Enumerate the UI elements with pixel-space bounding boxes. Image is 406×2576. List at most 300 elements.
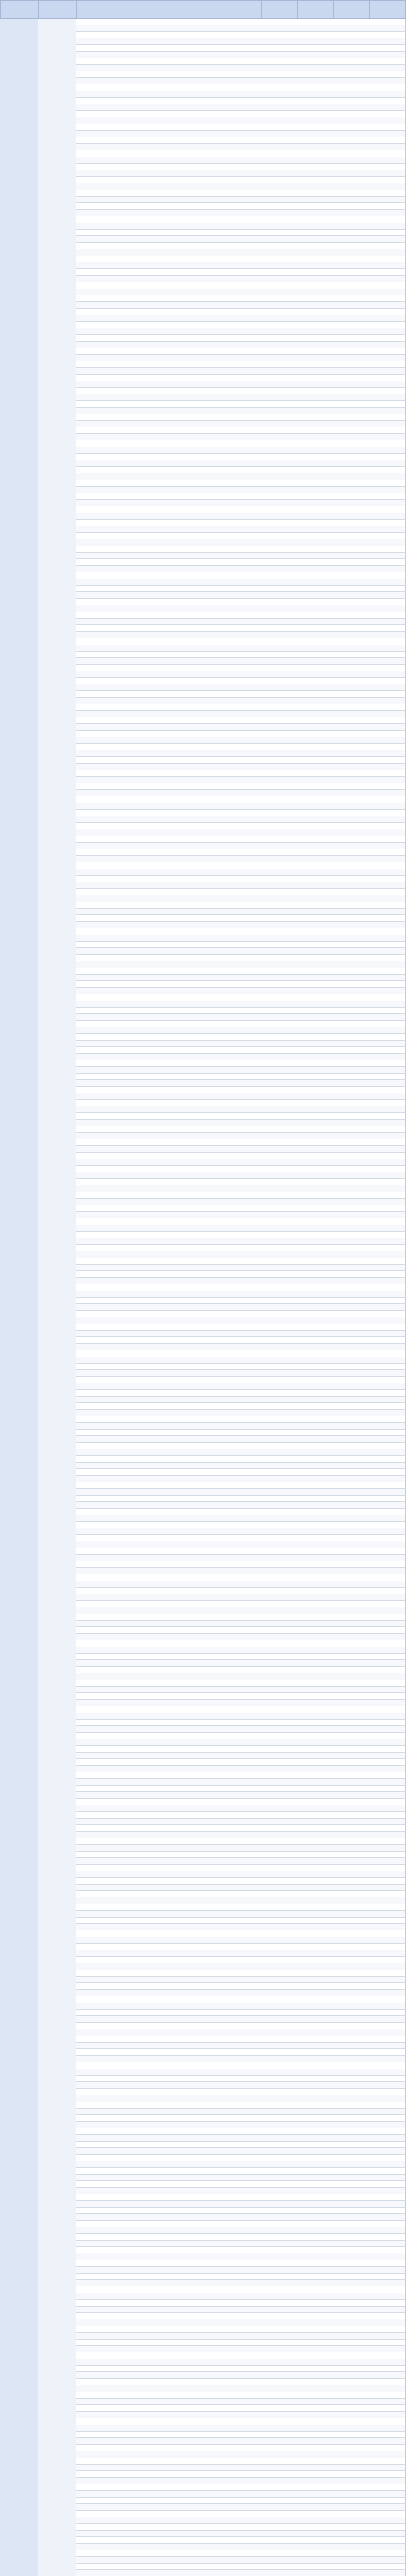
score-cell [369, 566, 406, 572]
major-name-cell [76, 2491, 261, 2498]
major-name-cell [76, 1060, 261, 1067]
score-cell [261, 2003, 297, 2010]
score-cell [261, 790, 297, 796]
score-cell [297, 434, 333, 440]
major-name-cell [76, 1970, 261, 1977]
score-cell [333, 2036, 369, 2043]
major-name-cell [76, 652, 261, 658]
score-cell [369, 322, 406, 329]
score-cell [261, 1344, 297, 1350]
score-cell [297, 1179, 333, 1185]
score-cell [333, 473, 369, 480]
score-cell [333, 671, 369, 678]
score-cell [369, 2234, 406, 2241]
score-cell [297, 1891, 333, 1897]
score-cell [297, 1621, 333, 1628]
major-name-cell [76, 942, 261, 948]
score-cell [369, 1871, 406, 1878]
score-cell [333, 295, 369, 302]
score-cell [369, 1634, 406, 1640]
major-name-cell [76, 78, 261, 84]
score-cell [297, 1647, 333, 1654]
score-cell [369, 632, 406, 638]
score-cell [333, 1192, 369, 1199]
score-cell [369, 1074, 406, 1080]
score-cell [297, 1027, 333, 1034]
score-cell [261, 1944, 297, 1951]
score-cell [297, 942, 333, 948]
major-name-cell [76, 526, 261, 533]
major-name-cell [76, 2286, 261, 2293]
score-cell [297, 994, 333, 1001]
score-cell [297, 1812, 333, 1819]
score-cell [369, 1436, 406, 1443]
score-cell [333, 895, 369, 902]
score-cell [261, 1054, 297, 1060]
score-cell [333, 1238, 369, 1245]
major-name-cell [76, 1918, 261, 1924]
major-name-cell [76, 1074, 261, 1080]
major-name-cell [76, 2122, 261, 2128]
score-cell [297, 2498, 333, 2504]
score-cell [369, 1390, 406, 1397]
score-cell [297, 1245, 333, 1251]
major-name-cell [76, 1080, 261, 1087]
score-cell [297, 1034, 333, 1041]
score-cell [369, 2465, 406, 2471]
score-cell [333, 816, 369, 823]
score-cell [369, 243, 406, 249]
major-name-cell [76, 2537, 261, 2544]
score-cell [261, 1739, 297, 1746]
score-cell [261, 2484, 297, 2491]
score-cell [333, 744, 369, 751]
score-cell [369, 1199, 406, 1206]
score-cell [369, 2181, 406, 2188]
score-cell [369, 2340, 406, 2346]
score-cell [369, 2405, 406, 2412]
score-cell [333, 757, 369, 764]
score-cell [261, 124, 297, 131]
score-cell [297, 1944, 333, 1951]
score-cell [261, 1568, 297, 1574]
score-cell [369, 1673, 406, 1680]
score-cell [297, 1977, 333, 1984]
score-cell [369, 698, 406, 704]
score-cell [333, 968, 369, 975]
major-name-cell [76, 856, 261, 862]
score-cell [333, 368, 369, 375]
score-cell [369, 757, 406, 764]
score-cell [297, 295, 333, 302]
score-cell [261, 2544, 297, 2550]
major-name-cell [76, 2069, 261, 2076]
score-cell [369, 1792, 406, 1799]
score-cell [297, 717, 333, 724]
score-cell [333, 487, 369, 494]
score-cell [261, 711, 297, 718]
score-cell [333, 1832, 369, 1838]
score-cell [261, 586, 297, 592]
major-name-cell [76, 2016, 261, 2023]
score-cell [297, 2214, 333, 2221]
score-cell [297, 190, 333, 197]
major-name-cell [76, 1331, 261, 1337]
score-cell [261, 579, 297, 586]
column-header-0 [0, 0, 38, 19]
subject-category-cell [38, 1166, 76, 1298]
score-cell [261, 361, 297, 368]
score-cell [333, 1700, 369, 1706]
score-cell [297, 1317, 333, 1324]
score-cell [261, 2036, 297, 2043]
score-cell [333, 638, 369, 645]
score-cell [297, 1205, 333, 1212]
score-cell [261, 2359, 297, 2366]
major-name-cell [76, 408, 261, 414]
score-cell [297, 2148, 333, 2155]
score-cell [261, 750, 297, 757]
score-cell [369, 2300, 406, 2307]
score-cell [297, 375, 333, 381]
major-name-cell [76, 882, 261, 889]
score-cell [333, 1871, 369, 1878]
score-cell [369, 744, 406, 751]
score-cell [333, 823, 369, 829]
major-name-cell [76, 599, 261, 605]
score-cell [297, 1924, 333, 1930]
score-cell [297, 796, 333, 803]
score-cell [297, 1772, 333, 1779]
score-cell [333, 1370, 369, 1377]
score-cell [333, 1008, 369, 1014]
score-cell [333, 1733, 369, 1739]
score-cell [333, 1574, 369, 1581]
score-cell [297, 394, 333, 401]
score-cell [333, 2280, 369, 2286]
score-cell [297, 1054, 333, 1060]
major-name-cell [76, 84, 261, 91]
score-cell [261, 1647, 297, 1654]
score-cell [333, 1456, 369, 1463]
major-name-cell [76, 216, 261, 223]
score-cell [333, 2286, 369, 2293]
score-cell [333, 1350, 369, 1357]
score-cell [261, 922, 297, 928]
score-cell [333, 2102, 369, 2109]
score-cell [369, 1574, 406, 1581]
score-cell [261, 619, 297, 625]
score-cell [369, 2326, 406, 2333]
score-cell [369, 1298, 406, 1304]
score-cell [333, 803, 369, 810]
score-cell [297, 2399, 333, 2405]
score-cell [261, 599, 297, 605]
score-cell [297, 2128, 333, 2135]
score-cell [333, 625, 369, 632]
score-cell [369, 2148, 406, 2155]
major-name-cell [76, 2029, 261, 2036]
score-cell [333, 2208, 369, 2214]
score-cell [261, 1469, 297, 1476]
major-name-cell [76, 1344, 261, 1350]
score-cell [297, 2511, 333, 2517]
score-cell [333, 1621, 369, 1628]
score-cell [369, 1350, 406, 1357]
score-cell [297, 1449, 333, 1456]
major-name-cell [76, 236, 261, 243]
score-cell [333, 955, 369, 961]
score-cell [369, 711, 406, 718]
score-cell [297, 1383, 333, 1390]
major-name-cell [76, 2484, 261, 2491]
score-cell [333, 117, 369, 124]
score-cell [369, 1232, 406, 1239]
score-cell [369, 1364, 406, 1370]
score-cell [297, 2425, 333, 2432]
major-name-cell [76, 1555, 261, 1562]
major-name-cell [76, 223, 261, 230]
column-header-5 [333, 0, 369, 19]
subject-category-cell [38, 2418, 76, 2524]
score-cell [261, 1957, 297, 1963]
subject-category-cell [38, 2194, 76, 2313]
score-cell [297, 1337, 333, 1344]
score-cell [333, 1673, 369, 1680]
major-name-cell [76, 698, 261, 704]
score-cell [261, 2385, 297, 2392]
score-cell [369, 1041, 406, 1047]
score-cell [261, 500, 297, 506]
major-name-cell [76, 1159, 261, 1166]
score-cell [333, 2247, 369, 2253]
score-cell [297, 2326, 333, 2333]
score-cell [369, 2458, 406, 2465]
score-cell [333, 447, 369, 454]
score-cell [297, 2432, 333, 2438]
score-cell [333, 1852, 369, 1858]
major-name-cell [76, 2102, 261, 2109]
score-cell [333, 427, 369, 434]
score-cell [369, 1680, 406, 1687]
score-cell [369, 2524, 406, 2531]
major-name-cell [76, 1463, 261, 1469]
major-name-cell [76, 2564, 261, 2570]
score-cell [369, 2128, 406, 2135]
score-cell [369, 1258, 406, 1265]
score-cell [369, 1825, 406, 1832]
major-name-cell [76, 348, 261, 355]
score-cell [261, 408, 297, 414]
major-name-cell [76, 355, 261, 362]
score-cell [369, 1185, 406, 1192]
score-cell [261, 1819, 297, 1825]
score-cell [369, 2227, 406, 2234]
score-cell [297, 2471, 333, 2478]
major-name-cell [76, 849, 261, 856]
score-cell [261, 58, 297, 65]
subject-category-cell [38, 2313, 76, 2418]
score-cell [333, 2478, 369, 2484]
score-cell [297, 1687, 333, 1693]
major-name-cell [76, 2445, 261, 2451]
major-name-cell [76, 1245, 261, 1251]
score-cell [369, 1950, 406, 1957]
major-name-cell [76, 440, 261, 447]
score-cell [261, 335, 297, 342]
score-cell [261, 1581, 297, 1588]
major-name-cell [76, 2234, 261, 2241]
score-cell [369, 1832, 406, 1838]
score-cell [261, 1858, 297, 1865]
score-cell [261, 2102, 297, 2109]
score-cell [369, 2557, 406, 2564]
score-cell [261, 2445, 297, 2451]
major-name-cell [76, 1819, 261, 1825]
score-cell [261, 566, 297, 572]
score-cell [261, 1021, 297, 1027]
score-cell [369, 1667, 406, 1673]
score-cell [333, 1924, 369, 1930]
major-name-cell [76, 1008, 261, 1014]
major-name-cell [76, 1858, 261, 1865]
score-cell [369, 961, 406, 968]
score-cell [297, 1331, 333, 1337]
major-name-cell [76, 2511, 261, 2517]
score-cell [369, 915, 406, 922]
score-cell [333, 1766, 369, 1772]
score-cell [369, 38, 406, 45]
score-cell [333, 961, 369, 968]
score-cell [333, 731, 369, 737]
score-cell [261, 1060, 297, 1067]
major-name-cell [76, 1337, 261, 1344]
major-name-cell [76, 981, 261, 988]
score-cell [261, 816, 297, 823]
major-name-cell [76, 671, 261, 678]
score-cell [261, 1634, 297, 1640]
major-name-cell [76, 902, 261, 909]
major-name-cell [76, 1014, 261, 1021]
score-cell [261, 414, 297, 421]
score-cell [261, 2557, 297, 2564]
score-cell [297, 249, 333, 256]
score-cell [261, 645, 297, 652]
score-cell [333, 1212, 369, 1218]
score-cell [333, 157, 369, 164]
score-cell [333, 1897, 369, 1904]
score-cell [333, 704, 369, 711]
score-cell [369, 777, 406, 784]
score-cell [297, 1640, 333, 1647]
score-cell [333, 1410, 369, 1416]
score-cell [333, 1865, 369, 1871]
score-cell [369, 388, 406, 395]
score-cell [333, 2175, 369, 2181]
score-cell [297, 764, 333, 770]
score-cell [297, 2221, 333, 2227]
score-cell [297, 862, 333, 869]
score-cell [333, 2089, 369, 2095]
score-cell [333, 843, 369, 850]
score-cell [369, 2208, 406, 2214]
score-cell [297, 210, 333, 216]
score-cell [369, 78, 406, 84]
score-cell [333, 1607, 369, 1614]
score-cell [369, 790, 406, 796]
score-cell [369, 1192, 406, 1199]
score-cell [297, 922, 333, 928]
score-cell [333, 1449, 369, 1456]
score-cell [369, 348, 406, 355]
score-cell [333, 183, 369, 190]
score-cell [333, 454, 369, 461]
major-name-cell [76, 539, 261, 546]
score-cell [297, 823, 333, 829]
major-name-cell [76, 520, 261, 527]
score-cell [333, 1106, 369, 1113]
score-cell [333, 829, 369, 836]
major-name-cell [76, 2274, 261, 2280]
score-cell [261, 1126, 297, 1133]
score-cell [333, 1284, 369, 1291]
score-cell [369, 1337, 406, 1344]
score-cell [333, 2524, 369, 2531]
major-name-cell [76, 98, 261, 105]
score-cell [261, 1786, 297, 1792]
score-cell [297, 150, 333, 157]
score-cell [297, 2274, 333, 2280]
score-cell [333, 1087, 369, 1093]
score-cell [369, 2155, 406, 2161]
score-cell [297, 1153, 333, 1159]
score-cell [261, 1680, 297, 1687]
score-cell [261, 190, 297, 197]
major-name-cell [76, 1443, 261, 1449]
major-name-cell [76, 1885, 261, 1891]
score-cell [369, 1766, 406, 1772]
score-cell [261, 981, 297, 988]
major-name-cell [76, 1720, 261, 1726]
score-cell [369, 1996, 406, 2003]
score-cell [261, 467, 297, 473]
score-cell [261, 203, 297, 210]
score-cell [369, 559, 406, 566]
score-cell [261, 1522, 297, 1529]
score-cell [297, 652, 333, 658]
score-cell [261, 2049, 297, 2056]
score-cell [261, 2458, 297, 2465]
score-cell [369, 1120, 406, 1126]
major-name-cell [76, 1100, 261, 1107]
score-cell [369, 19, 406, 25]
score-cell [297, 1370, 333, 1377]
score-cell [297, 1397, 333, 1403]
score-cell [369, 493, 406, 500]
score-cell [333, 1139, 369, 1146]
score-cell [297, 1561, 333, 1568]
score-cell [261, 506, 297, 513]
score-cell [369, 1027, 406, 1034]
major-name-cell [76, 1317, 261, 1324]
score-cell [297, 2564, 333, 2570]
score-cell [261, 2181, 297, 2188]
major-name-cell [76, 1153, 261, 1159]
score-cell [369, 1489, 406, 1496]
score-cell [297, 2003, 333, 2010]
score-cell [297, 803, 333, 810]
score-cell [297, 315, 333, 322]
